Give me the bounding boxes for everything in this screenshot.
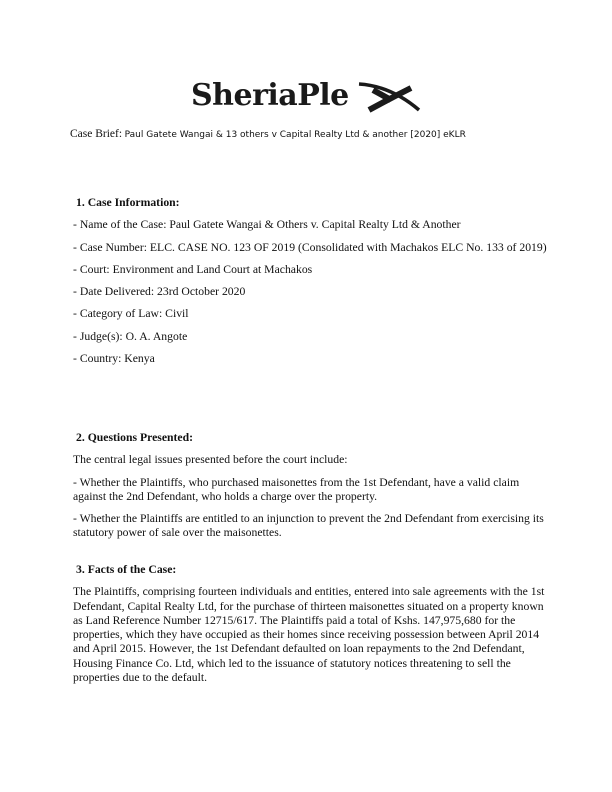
case-number: - Case Number: ELC. CASE NO. 123 OF 2019 (Consolidated with Machakos ELC No. 133 of 2019)	[73, 240, 547, 254]
category-of-law: - Category of Law: Civil	[73, 307, 189, 321]
facts-paragraph: The Plaintiffs, comprising fourteen individuals and entities, entered into sale agreements with the 1st Defendant, Capital Realty Ltd, for the purchase of thirteen maisonettes situated on a property known as Land Reference Number 12715/617. The Plaintiffs paid a total of Kshs. 147,975,680 for the properties, which they have occupied as their homes since receiving possession between April 2014 and April 2015. However, the 1st Defendant defaulted on loan repayments to the 2nd Defendant, Housing Finance Co. Ltd, which led to the issuance of statutory notices threatening to sell the properties due to the default.	[73, 585, 545, 685]
section-heading: 1. Case Information:	[76, 196, 180, 209]
case-brief-label: Case Brief:	[70, 128, 123, 140]
date-delivered: - Date Delivered: 23rd October 2020	[73, 285, 246, 299]
logo-wordmark: SheriaPle	[191, 78, 349, 113]
section-case-information	[73, 196, 547, 374]
question-item: - Whether the Plaintiffs are entitled to an injunction to prevent the 2nd Defendant from exercising its statutory power of sale over the maisonettes.	[73, 512, 544, 540]
court: - Court: Environment and Land Court at Machakos	[73, 262, 313, 276]
judges: - Judge(s): O. A. Angote	[73, 329, 188, 343]
section-facts	[73, 563, 553, 693]
swoosh-x-icon	[191, 76, 431, 116]
question-item: - Whether the Plaintiffs, who purchased maisonettes from the 1st Defendant, have a valid claim against the 2nd Defendant, who holds a charge over the property.	[73, 475, 520, 503]
case-brief-line	[70, 128, 466, 140]
section-heading: 3. Facts of the Case:	[76, 563, 177, 576]
sheriaplex-logo	[191, 76, 431, 116]
country: - Country: Kenya	[73, 352, 155, 366]
section-questions-presented	[73, 431, 553, 549]
case-brief-title: Paul Gatete Wangai & 13 others v Capital Realty Ltd & another [2020] eKLR	[124, 130, 466, 140]
case-name: - Name of the Case: Paul Gatete Wangai & Others v. Capital Realty Ltd & Another	[73, 218, 461, 232]
questions-intro: The central legal issues presented before the court include:	[73, 453, 348, 467]
section-heading: 2. Questions Presented:	[76, 431, 193, 444]
